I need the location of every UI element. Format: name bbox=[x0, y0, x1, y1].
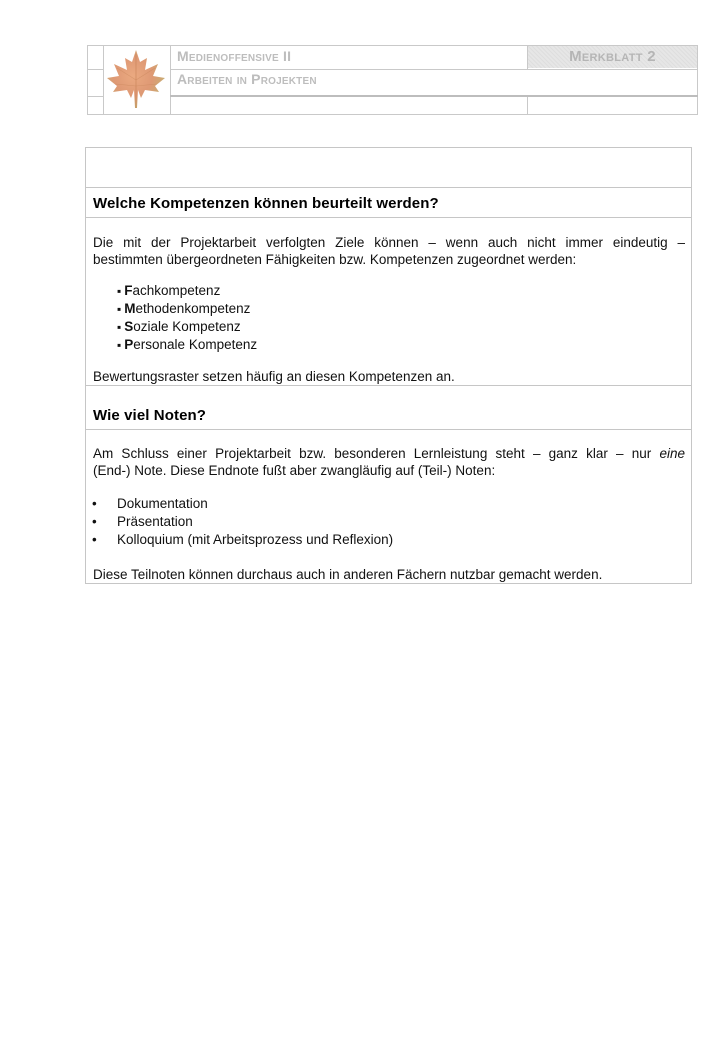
list-item: • Dokumentation bbox=[90, 495, 393, 513]
header-divider bbox=[170, 69, 698, 70]
sheet-label-cell bbox=[528, 46, 697, 68]
maple-leaf-icon bbox=[103, 46, 170, 114]
header-divider bbox=[87, 69, 103, 70]
header-border bbox=[87, 114, 698, 115]
competency-list bbox=[117, 282, 257, 354]
intro-line: Am Schluss einer Projektarbeit bzw. besonderen Lernleistung steht – ganz klar – nur eine bbox=[93, 446, 685, 461]
section-heading-competencies: Welche Kompetenzen können beurteilt werden? bbox=[93, 195, 439, 212]
intro-line: (End-) Note. Diese Endnote fußt aber zwangläufig auf (Teil-) Noten: bbox=[93, 463, 496, 478]
section-heading-grades: Wie viel Noten? bbox=[93, 407, 207, 424]
list-item: ▪ Methodenkompetenz bbox=[117, 300, 257, 318]
grades-intro bbox=[93, 445, 685, 479]
grades-footer: Diese Teilnoten können durchaus auch in anderen Fächern nutzbar gemacht werden. bbox=[93, 567, 603, 582]
grade-components-list bbox=[90, 495, 393, 549]
competencies-intro bbox=[93, 234, 685, 268]
series-title: Medienoffensive II bbox=[177, 48, 292, 64]
intro-line: Die mit der Projektarbeit verfolgten Ziele können – wenn auch nicht immer eindeutig – bbox=[93, 235, 685, 250]
subtitle: Arbeiten in Projekten bbox=[177, 71, 317, 87]
row-divider bbox=[85, 187, 692, 188]
header-border bbox=[697, 45, 698, 115]
list-item: ▪ Personale Kompetenz bbox=[117, 336, 257, 354]
header-border bbox=[87, 45, 88, 115]
header-divider bbox=[87, 96, 103, 97]
row-divider bbox=[85, 385, 692, 386]
list-item: ▪ Soziale Kompetenz bbox=[117, 318, 257, 336]
sheet-label: Merkblatt 2 bbox=[569, 48, 656, 65]
list-item: • Präsentation bbox=[90, 513, 393, 531]
list-item: ▪ Fachkompetenz bbox=[117, 282, 257, 300]
competencies-footer: Bewertungsraster setzen häufig an diesen Kompetenzen an. bbox=[93, 369, 455, 384]
row-divider bbox=[85, 429, 692, 430]
header-divider bbox=[527, 96, 528, 115]
intro-line: bestimmten übergeordneten Fähigkeiten bzw. Kompetenzen zugeordnet werden: bbox=[93, 252, 577, 267]
row-divider bbox=[85, 217, 692, 218]
header-divider bbox=[170, 95, 698, 97]
header-divider bbox=[170, 45, 171, 115]
list-item: • Kolloquium (mit Arbeitsprozess und Reflexion) bbox=[90, 531, 393, 549]
